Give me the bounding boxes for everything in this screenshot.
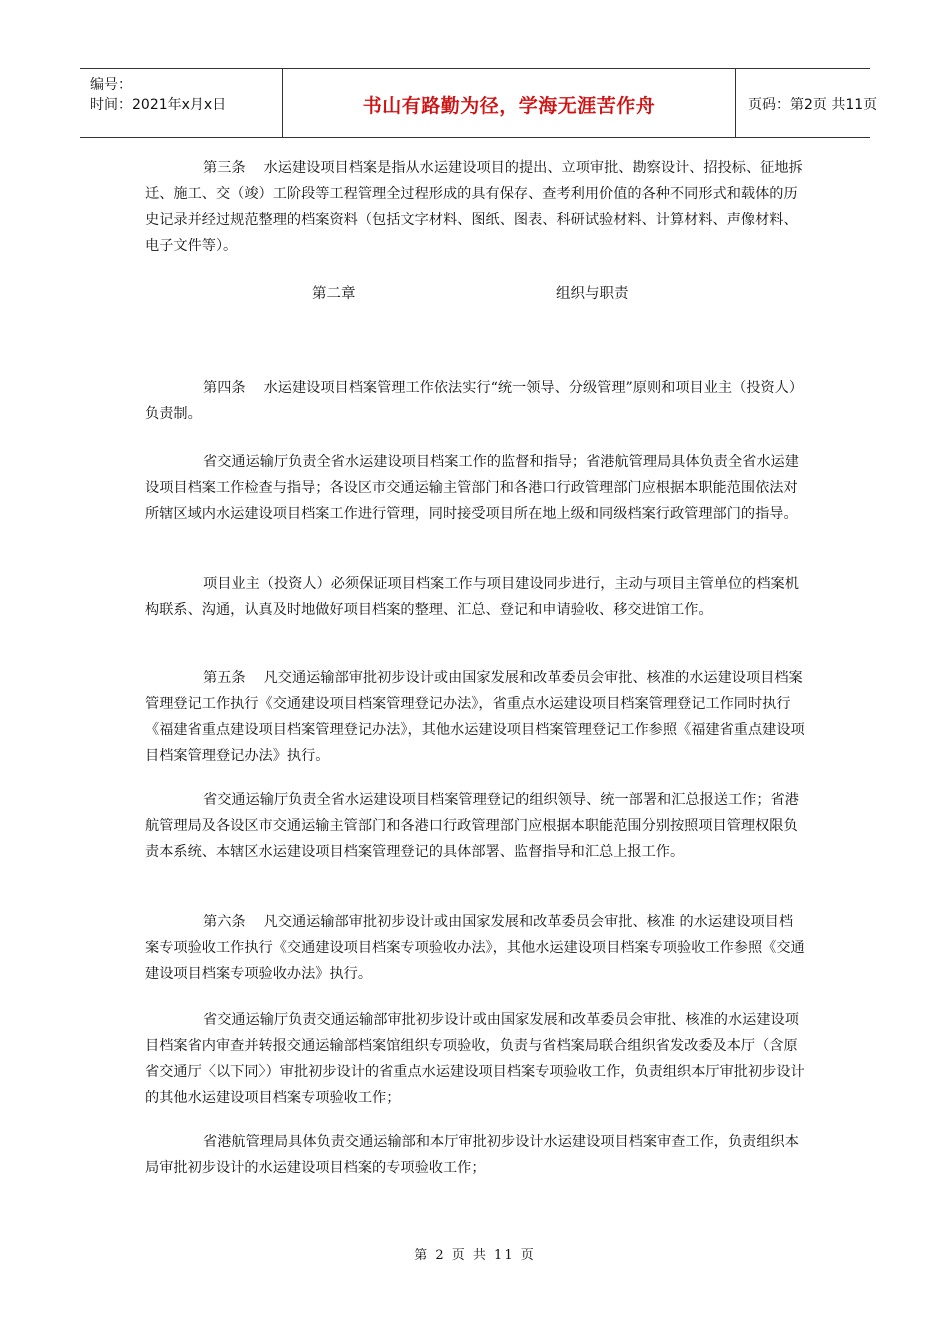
article-4-paragraph <box>145 375 805 427</box>
header-info-cell <box>80 69 282 137</box>
article-3-paragraph <box>145 155 805 259</box>
article-6-lead: 第六条 <box>203 914 246 930</box>
paragraph-port-bureau: 省港航管理局具体负责交通运输部和本厅审批初步设计水运建设项目档案审查工作，负责组织本局审批初步设计的水运建设项目档案的专项验收工作； <box>145 1134 799 1176</box>
article-3-text: 水运建设项目档案是指从水运建设项目的提出、立项审批、勘察设计、招投标、征地拆迁、施工、交（竣）工阶段等工程管理全过程形成的具有保存、查考利用价值的各种不同形式和载体的历史记录并经过规范整理的档案资料（包括文字材料、图纸、图表、科研试验材料、计算材料、声像材料、电子文件等）。 <box>145 160 803 254</box>
page-footer: 第 2 页 共 11 页 <box>414 1248 536 1263</box>
paragraph-province-supervision: 省交通运输厅负责全省水运建设项目档案工作的监督和指导；省港航管理局具体负责全省水运建设项目档案工作检查与指导；各设区市交通运输主管部门和各港口行政管理部门应根据本职能范围依法对所辖区域内水运建设项目档案工作进行管理，同时接受项目所在地上级和同级档案行政管理部门的指导。 <box>145 454 799 522</box>
header-table <box>80 68 878 138</box>
article-5-text: 凡交通运输部审批初步设计或由国家发展和改革委员会审批、核准的水运建设项目档案管理登记工作执行《交通建设项目档案管理登记办法》，省重点水运建设项目档案管理登记工作同时执行《福建省重点建设项目档案管理登记办法》，其他水运建设项目档案管理登记工作参照《福建省重点建设项目档案管理登记办法》执行。 <box>145 670 805 764</box>
paragraph-project-owner: 项目业主（投资人）必须保证项目档案工作与项目建设同步进行，主动与项目主管单位的档案机构联系、沟通，认真及时地做好项目档案的整理、汇总、登记和申请验收、移交进馆工作。 <box>145 576 799 618</box>
article-5-paragraph <box>145 665 805 769</box>
header-page-info: 页码：第2页 共11页 <box>748 97 878 113</box>
article-4-text: 水运建设项目档案管理工作依法实行“统一领导、分级管理”原则和项目业主（投资人）负责制。 <box>145 380 804 422</box>
paragraph-registration-organization: 省交通运输厅负责全省水运建设项目档案管理登记的组织领导、统一部署和汇总报送工作；省港航管理局及各设区市交通运输主管部门和各港口行政管理部门应根据本职能范围分别按照项目管理权限负责本系统、本辖区水运建设项目档案管理登记的具体部署、监督指导和汇总上报工作。 <box>145 792 799 860</box>
document-time-label: 时间：2021年x月x日 <box>90 97 227 113</box>
chapter-title: 组织与职责 <box>556 286 629 302</box>
paragraph-acceptance-responsibility: 省交通运输厅负责交通运输部审批初步设计或由国家发展和改革委员会审批、核准的水运建设项目档案省内审查并转报交通运输部档案馆组织专项验收，负责与省档案局联合组织省发改委及本厅（含原省交通厅〈以下同〉）审批初步设计的省重点水运建设项目档案专项验收工作，负责组织本厅审批初步设计的其他水运建设项目档案专项验收工作； <box>145 1012 805 1106</box>
article-4-lead: 第四条 <box>203 380 246 396</box>
article-5-lead: 第五条 <box>203 670 246 686</box>
article-6-text: 凡交通运输部审批初步设计或由国家发展和改革委员会审批、核准 的水运建设项目档案专项验收工作执行《交通建设项目档案专项验收办法》，其他水运建设项目档案专项验收工作参照《交通建设项目档案专项验收办法》执行。 <box>145 914 805 982</box>
header-motto-cell <box>282 69 736 137</box>
document-number-label: 编号： <box>90 77 132 93</box>
header-motto: 书山有路勤为径，学海无涯苦作舟 <box>362 95 656 117</box>
chapter-number: 第二章 <box>312 286 356 302</box>
article-3-lead: 第三条 <box>203 160 246 176</box>
article-6-paragraph <box>145 909 805 987</box>
header-page-cell <box>736 69 878 137</box>
